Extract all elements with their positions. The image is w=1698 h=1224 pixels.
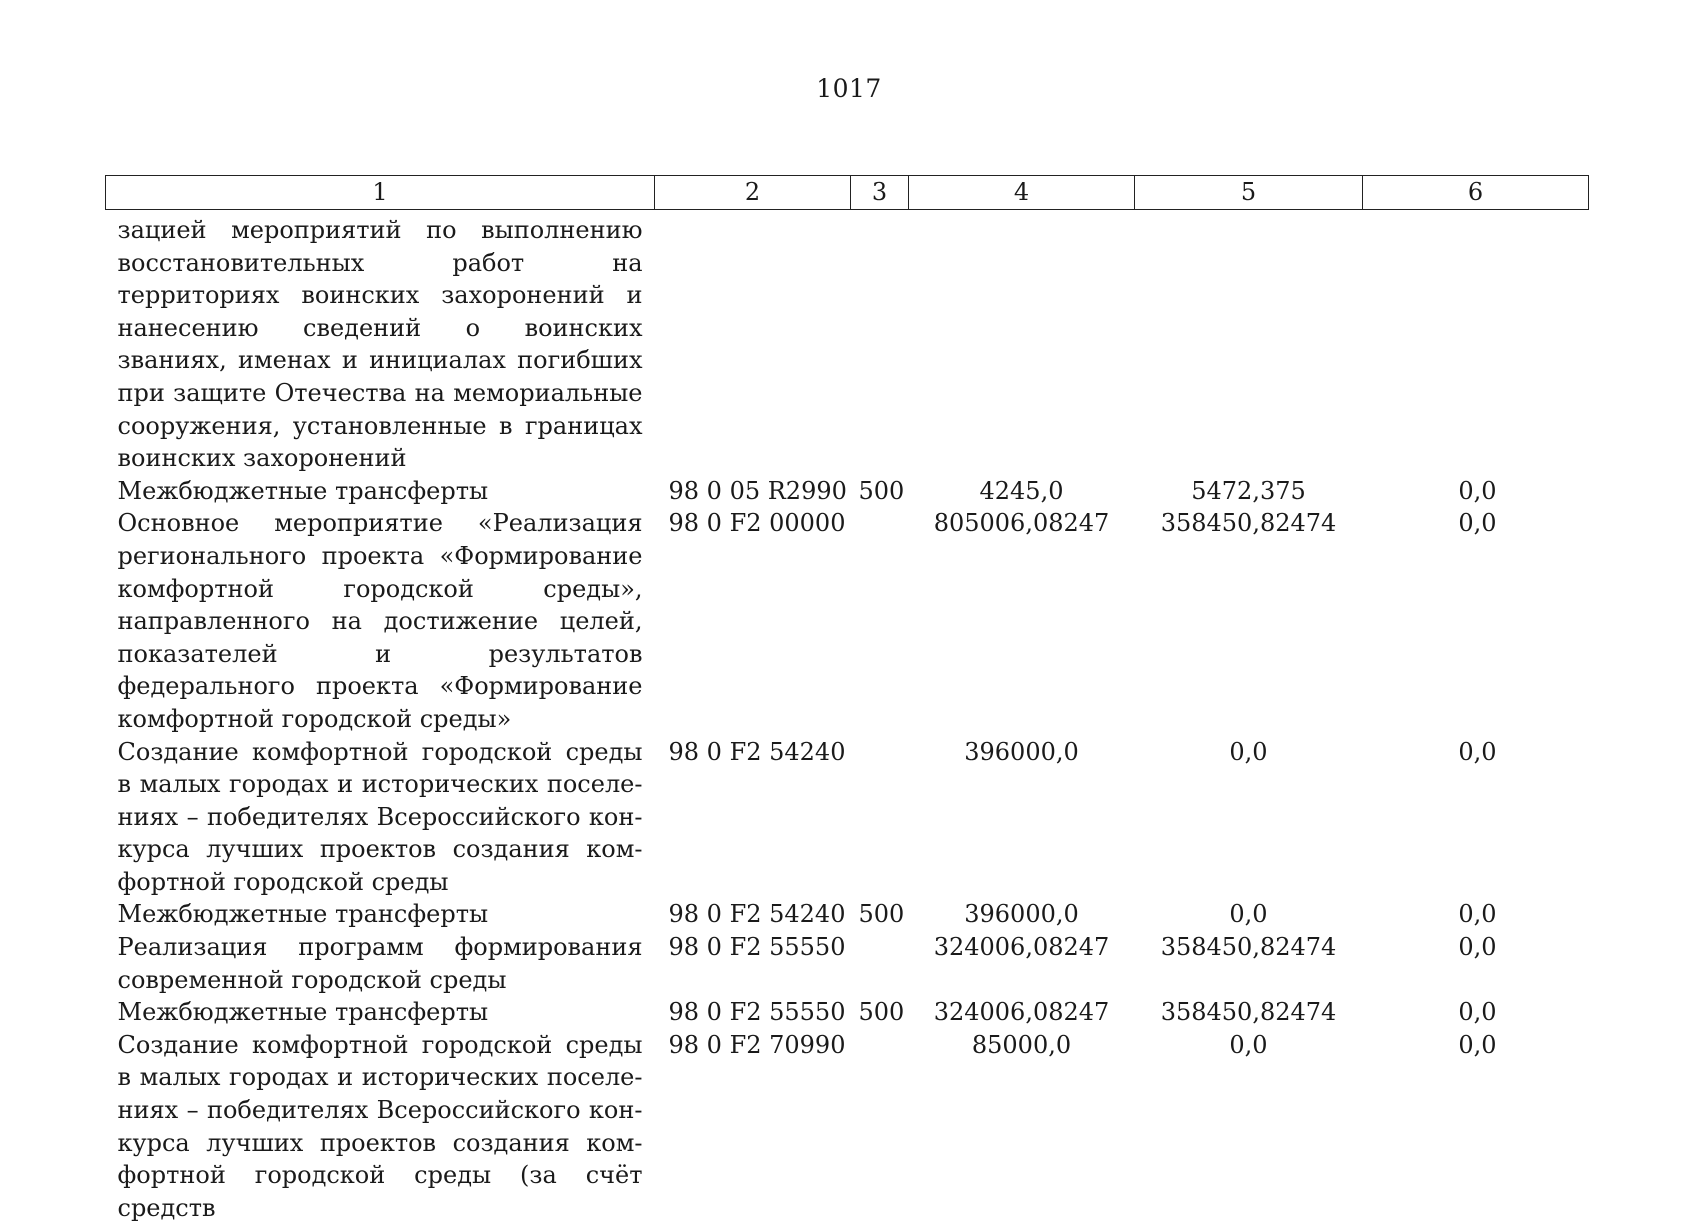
- row-expense-type: 500: [851, 996, 909, 1029]
- row-value-6: 0,0: [1363, 507, 1589, 735]
- row-expense-type: [851, 736, 909, 899]
- row-value-5: 0,0: [1135, 898, 1363, 931]
- row-value-5: 358450,82474: [1135, 931, 1363, 996]
- row-value-5: 0,0: [1135, 736, 1363, 899]
- row-value-6: 0,0: [1363, 898, 1589, 931]
- table-row: [106, 898, 1589, 931]
- row-code: 98 0 F2 55550: [655, 996, 851, 1029]
- row-name: Межбюджетные трансферты: [106, 475, 655, 508]
- table-header: [106, 176, 1589, 210]
- row-value-4: 85000,0: [909, 1029, 1135, 1224]
- row-expense-type: 500: [851, 898, 909, 931]
- row-expense-type: [851, 1029, 909, 1224]
- row-value-6: 0,0: [1363, 475, 1589, 508]
- row-value-4: [909, 210, 1135, 475]
- row-expense-type: [851, 507, 909, 735]
- row-name: Реализация программ формирования современной городской среды: [106, 931, 655, 996]
- table-row: [106, 931, 1589, 996]
- row-value-6: 0,0: [1363, 931, 1589, 996]
- row-name: зацией мероприятий по выполнению восстановительных работ на территориях воинских захоронений и нанесению сведений о воинских званиях, именах и инициалах погибших при защите Отечества на мемориальные сооружения, установленные в границах воинских захоронений: [106, 210, 655, 475]
- row-value-5: 358450,82474: [1135, 996, 1363, 1029]
- table-row: [106, 210, 1589, 475]
- row-code: 98 0 F2 54240: [655, 736, 851, 899]
- budget-table: [105, 175, 1589, 1224]
- row-value-6: 0,0: [1363, 736, 1589, 899]
- row-expense-type: 500: [851, 475, 909, 508]
- row-name: Создание комфортной городской среды в малых городах и исторических поселениях – победителях Всероссийского конкурса лучших проектов создания комфортной городской среды (за счёт средств: [106, 1029, 655, 1224]
- row-value-5: 5472,375: [1135, 475, 1363, 508]
- table-row: [106, 736, 1589, 899]
- table-row: [106, 475, 1589, 508]
- table-row: [106, 1029, 1589, 1224]
- header-col-4: 4: [909, 176, 1135, 210]
- row-name: Основное мероприятие «Реализация регионального проекта «Формирование комфортной городской среды», направленного на достижение целей, показателей и результатов федерального проекта «Формирование комфортной городской среды»: [106, 507, 655, 735]
- row-expense-type: [851, 931, 909, 996]
- row-name: Межбюджетные трансферты: [106, 996, 655, 1029]
- row-code: 98 0 F2 00000: [655, 507, 851, 735]
- header-col-3: 3: [851, 176, 909, 210]
- row-value-6: 0,0: [1363, 996, 1589, 1029]
- header-col-1: 1: [106, 176, 655, 210]
- table-row: [106, 996, 1589, 1029]
- row-value-6: 0,0: [1363, 1029, 1589, 1224]
- row-value-6: [1363, 210, 1589, 475]
- row-code: [655, 210, 851, 475]
- table-row: [106, 507, 1589, 735]
- row-name: Межбюджетные трансферты: [106, 898, 655, 931]
- header-col-5: 5: [1135, 176, 1363, 210]
- header-col-6: 6: [1363, 176, 1589, 210]
- row-code: 98 0 F2 70990: [655, 1029, 851, 1224]
- row-code: 98 0 F2 55550: [655, 931, 851, 996]
- row-value-4: 324006,08247: [909, 931, 1135, 996]
- row-value-4: 396000,0: [909, 898, 1135, 931]
- row-code: 98 0 05 R2990: [655, 475, 851, 508]
- row-value-4: 805006,08247: [909, 507, 1135, 735]
- table-body: [106, 210, 1589, 1224]
- row-value-4: 324006,08247: [909, 996, 1135, 1029]
- row-value-5: [1135, 210, 1363, 475]
- page-number: 1017: [0, 74, 1698, 103]
- row-value-5: 0,0: [1135, 1029, 1363, 1224]
- row-value-4: 396000,0: [909, 736, 1135, 899]
- row-code: 98 0 F2 54240: [655, 898, 851, 931]
- row-expense-type: [851, 210, 909, 475]
- header-row: [106, 176, 1589, 210]
- row-name: Создание комфортной городской среды в малых городах и исторических поселениях – победителях Всероссийского конкурса лучших проектов создания комфортной городской среды: [106, 736, 655, 899]
- row-value-4: 4245,0: [909, 475, 1135, 508]
- row-value-5: 358450,82474: [1135, 507, 1363, 735]
- header-col-2: 2: [655, 176, 851, 210]
